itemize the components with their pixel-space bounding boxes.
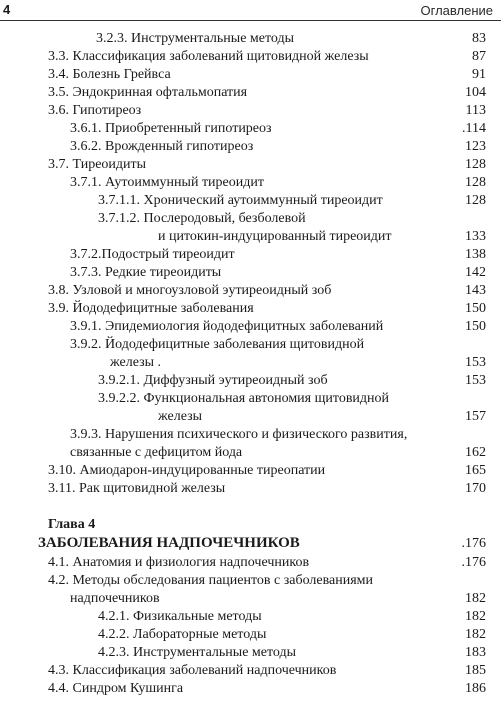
chapter-title: ЗАБОЛЕВАНИЯ НАДПОЧЕЧНИКОВ [38, 535, 300, 551]
toc-entry[interactable] [0, 589, 486, 608]
toc-entry-title: 4.2.3. Инструментальные методы [98, 645, 297, 660]
toc-entry[interactable] [0, 281, 486, 300]
page-header [0, 0, 501, 22]
toc-entry-title: 3.2.3. Инструментальные методы [96, 31, 295, 46]
toc-entry-title: связанные с дефицитом йода [70, 445, 243, 460]
toc-entry[interactable] [0, 571, 486, 590]
toc-entry-page: 123 [465, 139, 486, 154]
toc-entry-title: и цитокин-индуцированный тиреоидит [158, 229, 392, 244]
chapter-label: Глава 4 [48, 517, 96, 532]
toc-entry-title: 4.3. Классификация заболеваний надпочечников [48, 663, 337, 678]
toc-entry[interactable] [0, 263, 486, 282]
toc-entry-page: 128 [465, 193, 486, 208]
toc-entry-page: 87 [472, 49, 486, 64]
toc-entry-page: 182 [465, 591, 486, 606]
toc-entry[interactable] [0, 425, 486, 444]
toc-entry-page: 183 [465, 645, 486, 660]
toc-entry-page: 153 [465, 373, 486, 388]
toc-entry[interactable] [0, 553, 486, 572]
toc-entry[interactable] [0, 173, 486, 192]
toc-entry-title: 3.5. Эндокринная офтальмопатия [48, 85, 248, 100]
toc-entry-page: 138 [465, 247, 486, 262]
toc-entry-title: железы . [110, 355, 162, 370]
toc-entry-title: 3.9.1. Эпидемиология йододефицитных заболеваний [70, 319, 384, 334]
toc-entry-title: 3.6. Гипотиреоз [48, 103, 142, 118]
toc-entry[interactable] [0, 119, 486, 138]
toc-entry-page: 104 [465, 85, 486, 100]
toc-entry[interactable] [0, 83, 486, 102]
toc-entry-title: 3.7.1.1. Хронический аутоиммунный тиреоидит [98, 193, 383, 208]
toc-entry[interactable] [0, 47, 486, 66]
toc-entry-title: надпочечников [70, 591, 160, 606]
toc-entry-page: 157 [465, 409, 486, 424]
toc-entry-title: 3.4. Болезнь Грейвса [48, 67, 171, 82]
toc-entry-page: 150 [465, 301, 486, 316]
toc-entry[interactable] [0, 407, 486, 426]
toc-entry-title: 3.7. Тиреоидиты [48, 157, 147, 172]
toc-entry-page: 182 [465, 627, 486, 642]
toc-entry-page: 91 [472, 67, 486, 82]
toc-entry-title: 3.9. Йододефицитные заболевания [48, 301, 254, 316]
page-number: 4 [3, 2, 11, 17]
toc-entry[interactable] [0, 661, 486, 680]
toc-entry[interactable] [0, 479, 486, 498]
toc-entry-title: 3.10. Амиодарон-индуцированные тиреопатии [48, 463, 326, 478]
toc-entry[interactable] [0, 371, 486, 390]
toc-entry-title: 3.7.1.2. Послеродовый, безболевой [98, 211, 306, 226]
toc-entry-page: 83 [472, 31, 486, 46]
chapter-page: .176 [461, 536, 486, 551]
toc-entry-title: 4.4. Синдром Кушинга [48, 681, 184, 696]
toc-entry-title: 4.2.2. Лабораторные методы [98, 627, 267, 642]
toc-entry-page: 153 [465, 355, 486, 370]
chapter-heading[interactable] [0, 534, 486, 553]
toc-entry-page: 165 [465, 463, 486, 478]
toc-entry[interactable] [0, 101, 486, 120]
toc-entry-title: 3.7.1. Аутоиммунный тиреоидит [70, 175, 264, 190]
toc-entry[interactable] [0, 317, 486, 336]
toc-entry[interactable] [0, 389, 486, 408]
toc-entry[interactable] [0, 227, 486, 246]
toc-entry[interactable] [0, 155, 486, 174]
running-title: Оглавление [420, 3, 493, 18]
toc-entry[interactable] [0, 607, 486, 626]
toc-entry[interactable] [0, 443, 486, 462]
toc-entry-title: 3.3. Классификация заболеваний щитовидной железы [48, 49, 369, 64]
toc-entry[interactable] [0, 461, 486, 480]
toc-entry-title: 4.2. Методы обследования пациентов с заболеваниями [48, 573, 374, 588]
toc-entry-page: .114 [462, 121, 486, 136]
toc-entry-page: 185 [465, 663, 486, 678]
toc-entry-title: 3.8. Узловой и многоузловой эутиреоидный зоб [48, 283, 332, 298]
toc-entry-title: 3.9.2. Йододефицитные заболевания щитовидной [70, 337, 365, 352]
header-divider [0, 20, 501, 21]
toc-entry-page: 170 [465, 481, 486, 496]
toc-entry-page: 113 [465, 103, 486, 118]
toc-entry[interactable] [0, 353, 486, 372]
toc-entry[interactable] [0, 625, 486, 644]
toc-entry[interactable] [0, 65, 486, 84]
toc-entry-title: 3.6.2. Врожденный гипотиреоз [70, 139, 254, 154]
toc-entry-title: железы [158, 409, 203, 424]
toc-entry-title: 4.2.1. Физикальные методы [98, 609, 262, 624]
toc-entry-page: 162 [465, 445, 486, 460]
toc-entry[interactable] [0, 643, 486, 662]
toc-entry-title: 3.9.2.1. Диффузный эутиреоидный зоб [98, 373, 328, 388]
toc-entry-page: 150 [465, 319, 486, 334]
toc-entry[interactable] [0, 29, 486, 48]
toc-entry-page: 142 [465, 265, 486, 280]
toc-entry-page: 186 [465, 681, 486, 696]
toc-entry-page: 133 [465, 229, 486, 244]
toc-entry-title: 3.9.3. Нарушения психического и физического развития, [70, 427, 408, 442]
toc-entry-title: 3.7.2.Подострый тиреоидит [70, 247, 235, 262]
toc-entry-page: 182 [465, 609, 486, 624]
toc-entry-title: 4.1. Анатомия и физиология надпочечников [48, 555, 310, 570]
toc-entry[interactable] [0, 191, 486, 210]
toc-entry[interactable] [0, 209, 486, 228]
toc-entry-title: 3.11. Рак щитовидной железы [48, 481, 226, 496]
toc-entry[interactable] [0, 299, 486, 318]
toc-entry-page: 143 [465, 283, 486, 298]
toc-entry-title: 3.6.1. Приобретенный гипотиреоз [70, 121, 272, 136]
toc-entry-page: 128 [465, 175, 486, 190]
toc-entry-title: 3.7.3. Редкие тиреоидиты [70, 265, 222, 280]
toc-entry[interactable] [0, 679, 486, 698]
toc-entry-page: 128 [465, 157, 486, 172]
toc-entry[interactable] [0, 335, 486, 354]
toc-entry[interactable] [0, 245, 486, 264]
toc-entry[interactable] [0, 137, 486, 156]
toc-entry-page: .176 [461, 555, 486, 570]
toc-entry-title: 3.9.2.2. Функциональная автономия щитовидной [98, 391, 390, 406]
